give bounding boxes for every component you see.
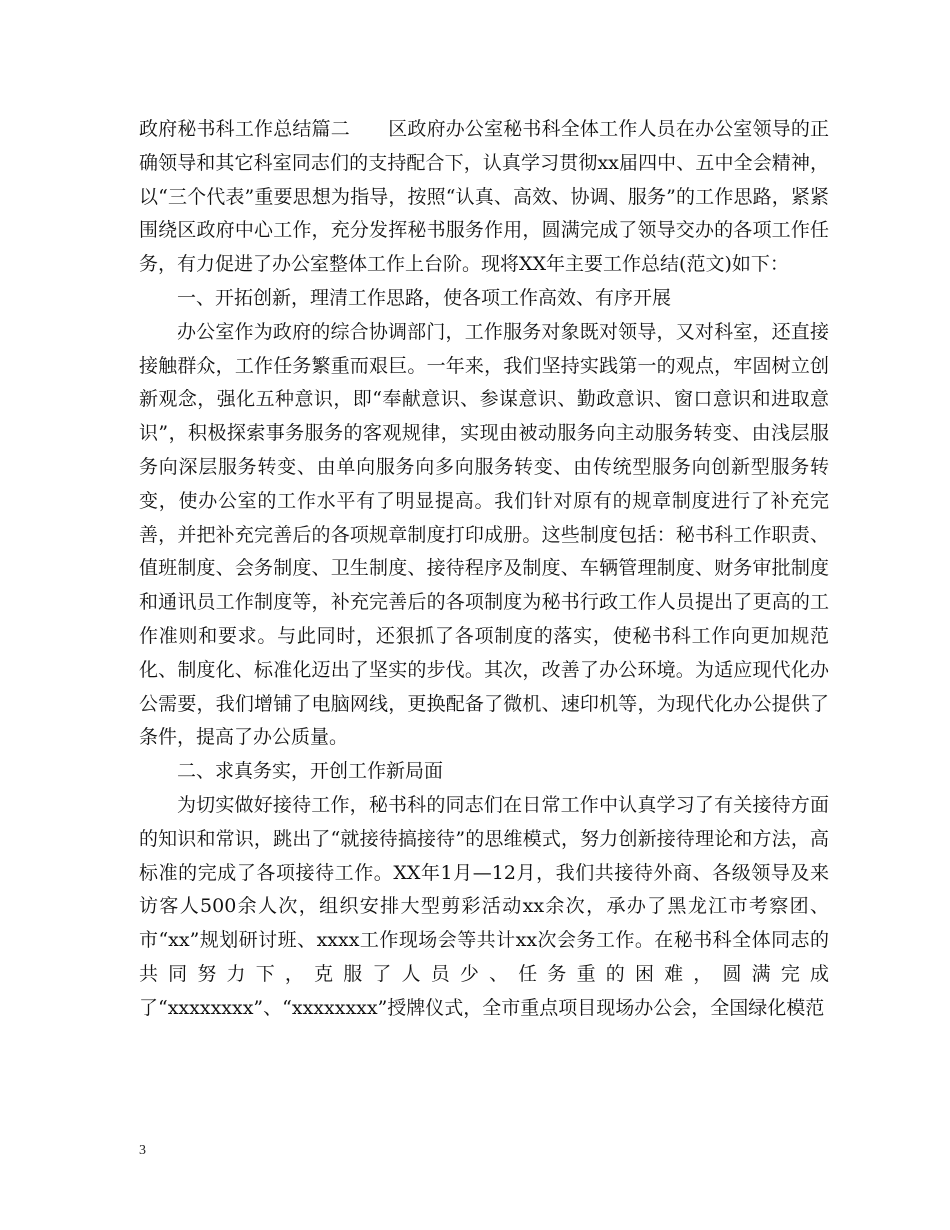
page-number: 3 [139,1143,146,1158]
body-paragraph-2: 为切实做好接待工作，秘书科的同志们在日常工作中认真学习了有关接待方面的知识和常识，跳出了“就接待搞接待”的思维模式，努力创新接待理论和方法，高标准的完成了各项接待工作。XX年1月—12月，我们共接待外商、各级领导及来访客人500余人次，组织安排大型剪彩活动xx余次，承办了黑龙江市考察团、市“xx”规划研讨班、xxxx工作现场会等共计xx次会务工作。在秘书科全体同志的共同努力下，克服了人员少、任务重的困难，圆满完成了“xxxxxxxx”、“xxxxxxxx”授牌仪式，全市重点项目现场办公会，全国绿化模范 [139,793,829,1019]
section-heading-2: 二、求真务实，开创工作新局面 [177,760,444,783]
intro-paragraph: 政府秘书科工作总结篇二 区政府办公室秘书科全体工作人员在办公室领导的正确领导和其它科室同志们的支持配合下，认真学习贯彻xx届四中、五中全会精神，以“三个代表”重要思想为指导，按照“认真、高效、协调、服务”的工作思路，紧紧围绕区政府中心工作，充分发挥秘书服务作用，圆满完成了领导交办的各项工作任务，有力促进了办公室整体工作上台阶。现将XX年主要工作总结(范文)如下： [139,118,829,276]
section-heading-1: 一、开拓创新，理清工作思路，使各项工作高效、有序开展 [177,286,672,309]
body-paragraph-1: 办公室作为政府的综合协调部门，工作服务对象既对领导，又对科室，还直接接触群众，工作任务繁重而艰巨。一年来，我们坚持实践第一的观点，牢固树立创新观念，强化五种意识，即“奉献意识、参谋意识、勤政意识、窗口意识和进取意识”，积极探索事务服务的客观规律，实现由被动服务向主动服务转变、由浅层服务向深层服务转变、由单向服务向多向服务转变、由传统型服务向创新型服务转变，使办公室的工作水平有了明显提高。我们针对原有的规章制度进行了补充完善，并把补充完善后的各项规章制度打印成册。这些制度包括：秘书科工作职责、值班制度、会务制度、卫生制度、接待程序及制度、车辆管理制度、财务审批制度和通讯员工作制度等，补充完善后的各项制度为秘书行政工作人员提出了更高的工作准则和要求。与此同时，还狠抓了各项制度的落实，使秘书科工作向更加规范化、制度化、标准化迈出了坚实的步伐。其次，改善了办公环境。为适应现代化办公需要，我们增铺了电脑网线，更换配备了微机、速印机等，为现代化办公提供了条件，提高了办公质量。 [139,320,829,749]
document-body [139,113,829,1026]
